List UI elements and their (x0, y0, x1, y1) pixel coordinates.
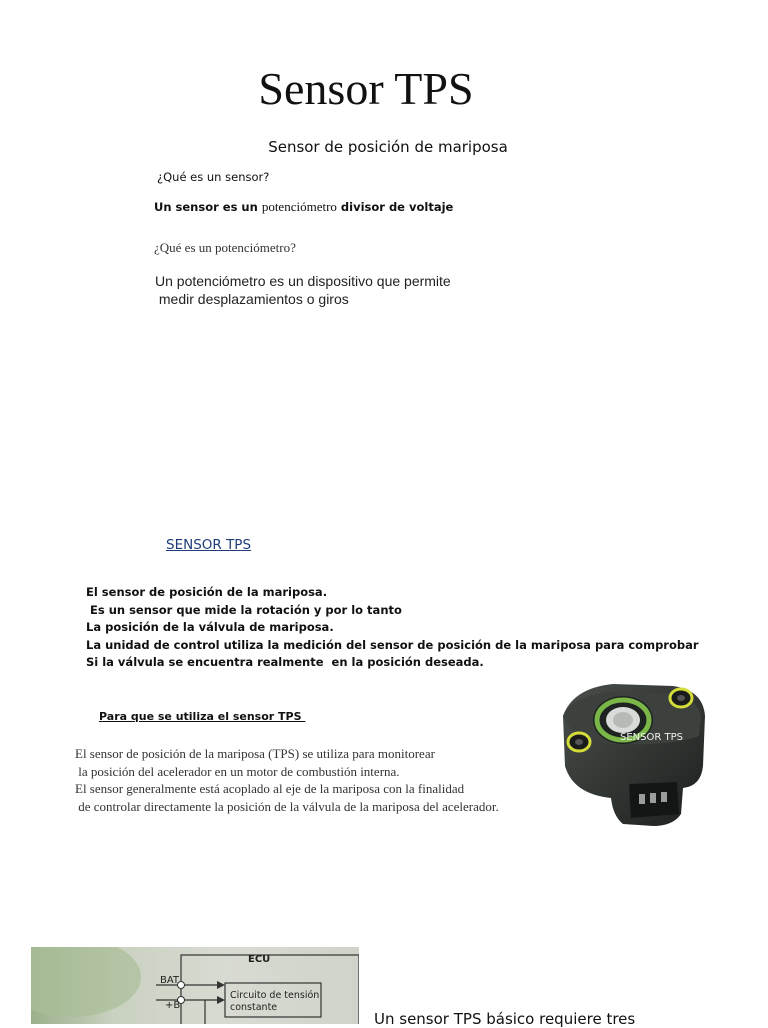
answer-sensor-part2: potenciómetro (261, 199, 337, 214)
sensor-image-caption: SENSOR TPS (620, 732, 683, 743)
section-heading-link[interactable]: SENSOR TPS (166, 537, 252, 553)
answer-potentiometer: Un potenciómetro es un dispositivo que permite medir desplazamientos o giros (155, 273, 451, 307)
page-title: Sensor TPS (258, 63, 474, 114)
question-potentiometer: ¿Qué es un potenciómetro? (154, 240, 296, 255)
answer-sensor (154, 199, 453, 215)
answer-sensor-part1: Un sensor es un (154, 200, 262, 214)
ecu-title: ECU (248, 954, 271, 965)
ecu-plus-b-label: +B (165, 1000, 181, 1011)
uses-paragraph: El sensor de posición de la mariposa (TPS) se utiliza para monitorear la posición del acelerador en un motor de combustión interna. El sensor generalmente está acoplado al eje de la mariposa con la finalidad de controlar directamente la posición de la válvula de la mariposa del acelerador. (75, 746, 499, 814)
tps-sensor-image (553, 676, 715, 830)
page-subtitle: Sensor de posición de mariposa (268, 138, 508, 156)
uses-heading: Para que se utiliza el sensor TPS (99, 710, 306, 723)
bottom-paragraph: Un sensor TPS básico requiere tres (374, 1010, 636, 1028)
question-sensor: ¿Qué es un sensor? (157, 170, 270, 184)
ecu-circuit-label: Circuito de tensión constante (230, 990, 320, 1013)
ecu-bat-label: BAT (160, 975, 180, 986)
answer-sensor-part3: divisor de voltaje (336, 200, 454, 214)
section-paragraph: El sensor de posición de la mariposa. Es un sensor que mide la rotación y por lo tanto La posición de la válvula de mariposa. La unidad de control utiliza la medición del sensor de posición de la mariposa para comprobar Si la válvula se encuentra realmente en la posición deseada. (86, 585, 699, 669)
